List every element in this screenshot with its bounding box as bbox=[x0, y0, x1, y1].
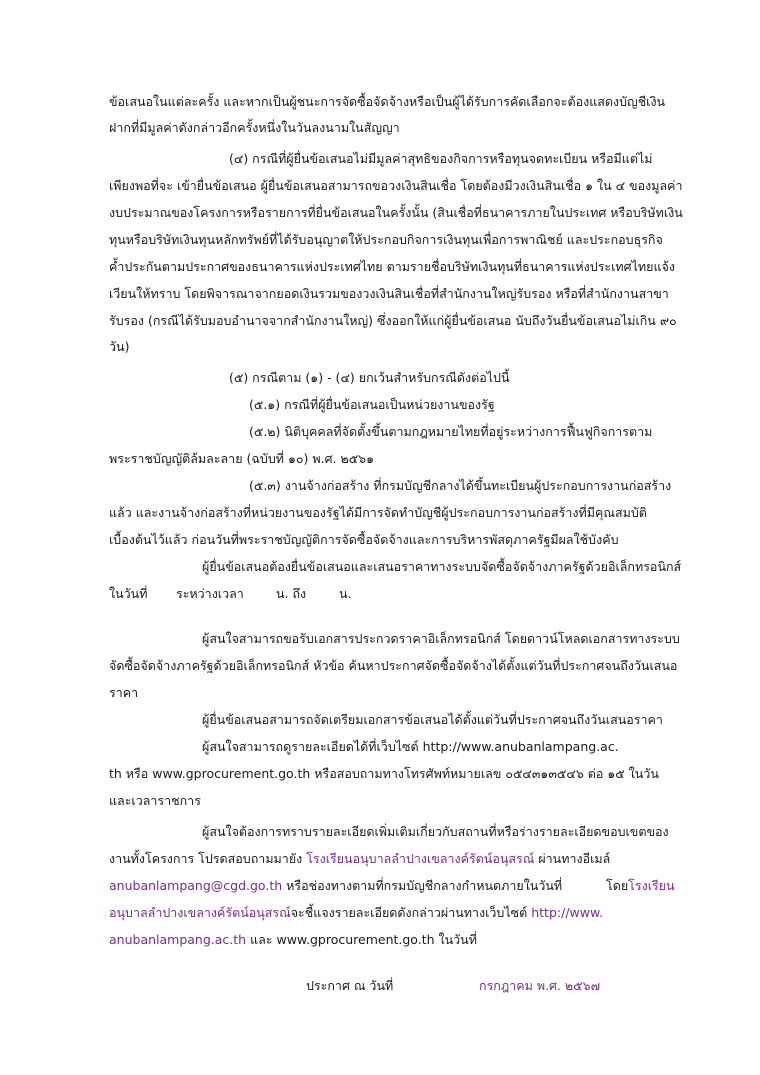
submit-time-from: น. ถึง bbox=[276, 586, 307, 601]
submit-time-to: น. bbox=[339, 586, 352, 601]
text-line bbox=[109, 903, 603, 923]
announce-label: ประกาศ ณ วันที่ bbox=[306, 978, 394, 993]
website-link[interactable]: http://www. bbox=[531, 905, 604, 920]
school-name-link[interactable]: อนุบาลลำปางเขลางค์รัตน์อนุสรณ์ bbox=[109, 905, 291, 920]
school-name-link[interactable]: โรงเรียน bbox=[628, 878, 675, 893]
text-segment: โดย bbox=[606, 878, 629, 893]
email-link[interactable]: anubanlampang@cgd.go.th bbox=[109, 878, 283, 893]
submit-date-label: ในวันที่ bbox=[109, 586, 148, 601]
text-line: ทุนหรือบริษัทเงินทุนหลักทรัพย์ที่ได้รับอนุญาตให้ประกอบกิจการเงินทุนเพื่อการพาณิชย์ และประกอบธุรกิจ bbox=[109, 232, 663, 247]
text-line: งบประมาณของโครงการหรือรายการที่ยื่นข้อเสนอในครั้งนั้น (สินเชื่อที่ธนาคารภายในประเทศ หรือบริษัทเงิน bbox=[109, 205, 683, 220]
text-line bbox=[606, 876, 675, 896]
text-line: จัดซื้อจัดจ้างภาครัฐด้วยอิเล็กทรอนิกส์ หัวข้อ ค้นหาประกาศจัดซื้อจัดจ้างได้ตั้งแต่วันที่ประกาศจนถึงวันเสนอ bbox=[109, 658, 678, 673]
text-line: th หรือ www.gprocurement.go.th หรือสอบถามทางโทรศัพท์หมายเลข ๐๕๔๓๑๓๕๔๖ ต่อ ๑๕ ในวัน bbox=[109, 766, 659, 781]
text-line: ฝากที่มีมูลค่าดังกล่าวอีกครั้งหนึ่งในวันลงนามในสัญญา bbox=[109, 120, 400, 135]
text-line: และเวลาราชการ bbox=[109, 793, 201, 808]
text-line: ข้อเสนอในแต่ละครั้ง และหากเป็นผู้ชนะการจัดซื้อจัดจ้างหรือเป็นผู้ได้รับการคัดเลือกจะต้องแสดงบัญชีเงิน bbox=[109, 94, 666, 109]
text-line bbox=[109, 930, 477, 950]
school-name-link[interactable]: โรงเรียนอนุบาลลำปางเขลางค์รัตน์อนุสรณ์ bbox=[306, 851, 535, 866]
text-segment: จะชี้แจงรายละเอียดดังกล่าวผ่านทางเว็บไซต์ bbox=[290, 905, 532, 920]
text-segment: ผ่านทางอีเมล์ bbox=[534, 851, 611, 866]
text-line: (๕.๒) นิติบุคคลที่จัดตั้งขึ้นตามกฎหมายไทยที่อยู่ระหว่างการฟื้นฟูกิจการตาม bbox=[249, 424, 653, 439]
text-line: ผู้สนใจสามารถดูรายละเอียดได้ที่เว็บไซต์ http://www.anubanlampang.ac. bbox=[202, 739, 619, 754]
announce-date: กรกฎาคม พ.ศ. ๒๕๖๗ bbox=[479, 978, 600, 993]
text-segment: หรือช่องทางตามที่กรมบัญชีกลางกำหนดภายในวันที่ bbox=[282, 878, 563, 893]
text-line: แล้ว และงานจ้างก่อสร้างที่หน่วยงานของรัฐได้มีการจัดทำบัญชีผู้ประกอบการงานก่อสร้างที่มีคุณสมบัติ bbox=[109, 505, 647, 520]
text-line: รับรอง (กรณีได้รับมอบอำนาจจากสำนักงานใหญ่) ซึ่งออกให้แก่ผู้ยื่นข้อเสนอ นับถึงวันยื่นข้อเสนอไม่เกิน ๙๐ bbox=[109, 313, 677, 328]
text-line: พระราชบัญญัติล้มละลาย (ฉบับที่ ๑๐) พ.ศ. ๒๕๖๑ bbox=[109, 451, 375, 466]
text-line: วัน) bbox=[109, 339, 130, 354]
text-line: ราคา bbox=[109, 685, 139, 700]
text-line: ผู้สนใจสามารถขอรับเอกสารประกวดราคาอิเล็กทรอนิกส์ โดยดาวน์โหลดเอกสารทางระบบ bbox=[202, 631, 680, 646]
submit-time-label: ระหว่างเวลา bbox=[176, 586, 244, 601]
text-line: (๕.๑) กรณีที่ผู้ยื่นข้อเสนอเป็นหน่วยงานของรัฐ bbox=[249, 397, 495, 412]
text-line: ผู้ยื่นข้อเสนอต้องยื่นข้อเสนอและเสนอราคาทางระบบจัดซื้อจัดจ้างภาครัฐด้วยอิเล็กทรอนิกส์ bbox=[202, 559, 682, 574]
text-line: เพียงพอที่จะ เข้ายื่นข้อเสนอ ผู้ยื่นข้อเสนอสามารถขอวงเงินสินเชื่อ โดยต้องมีวงเงินสินเชื่อ ๑ ใน ๔ ของมูลค่า bbox=[109, 178, 683, 193]
text-line bbox=[109, 876, 562, 896]
text-line: ผู้สนใจต้องการทราบรายละเอียดเพิ่มเติมเกี่ยวกับสถานที่หรือร่างรายละเอียดขอบเขตของ bbox=[202, 824, 669, 839]
text-segment: และ www.gprocurement.go.th ในวันที่ bbox=[246, 932, 477, 947]
text-line: เวียนให้ทราบ โดยพิจารณาจากยอดเงินรวมของวงเงินสินเชื่อที่สำนักงานใหญ่รับรอง หรือที่สำนักงานสาขา bbox=[109, 286, 669, 301]
text-line: (๕.๓) งานจ้างก่อสร้าง ที่กรมบัญชีกลางได้ขึ้นทะเบียนผู้ประกอบการงานก่อสร้าง bbox=[249, 478, 672, 493]
text-segment: งานทั้งโครงการ โปรดสอบถามมายัง bbox=[109, 851, 307, 866]
text-line: (๕) กรณีตาม (๑) - (๔) ยกเว้นสำหรับกรณีดังต่อไปนี้ bbox=[229, 370, 510, 385]
website-link[interactable]: anubanlampang.ac.th bbox=[109, 932, 247, 947]
text-line: เบื้องต้นไว้แล้ว ก่อนวันที่พระราชบัญญัติการจัดซื้อจัดจ้างและการบริหารพัสดุภาครัฐมีผลใช้บังคับ bbox=[109, 532, 619, 547]
text-line bbox=[109, 849, 610, 869]
text-line: ค้ำประกันตามประกาศของธนาคารแห่งประเทศไทย ตามรายชื่อบริษัทเงินทุนที่ธนาคารแห่งประเทศไทยแจ้ง bbox=[109, 259, 675, 274]
text-line: (๔) กรณีที่ผู้ยื่นข้อเสนอไม่มีมูลค่าสุทธิของกิจการหรือทุนจดทะเบียน หรือมีแต่ไม่ bbox=[229, 151, 653, 166]
text-line: ผู้ยื่นข้อเสนอสามารถจัดเตรียมเอกสารข้อเสนอได้ตั้งแต่วันที่ประกาศจนถึงวันเสนอราคา bbox=[202, 712, 663, 727]
